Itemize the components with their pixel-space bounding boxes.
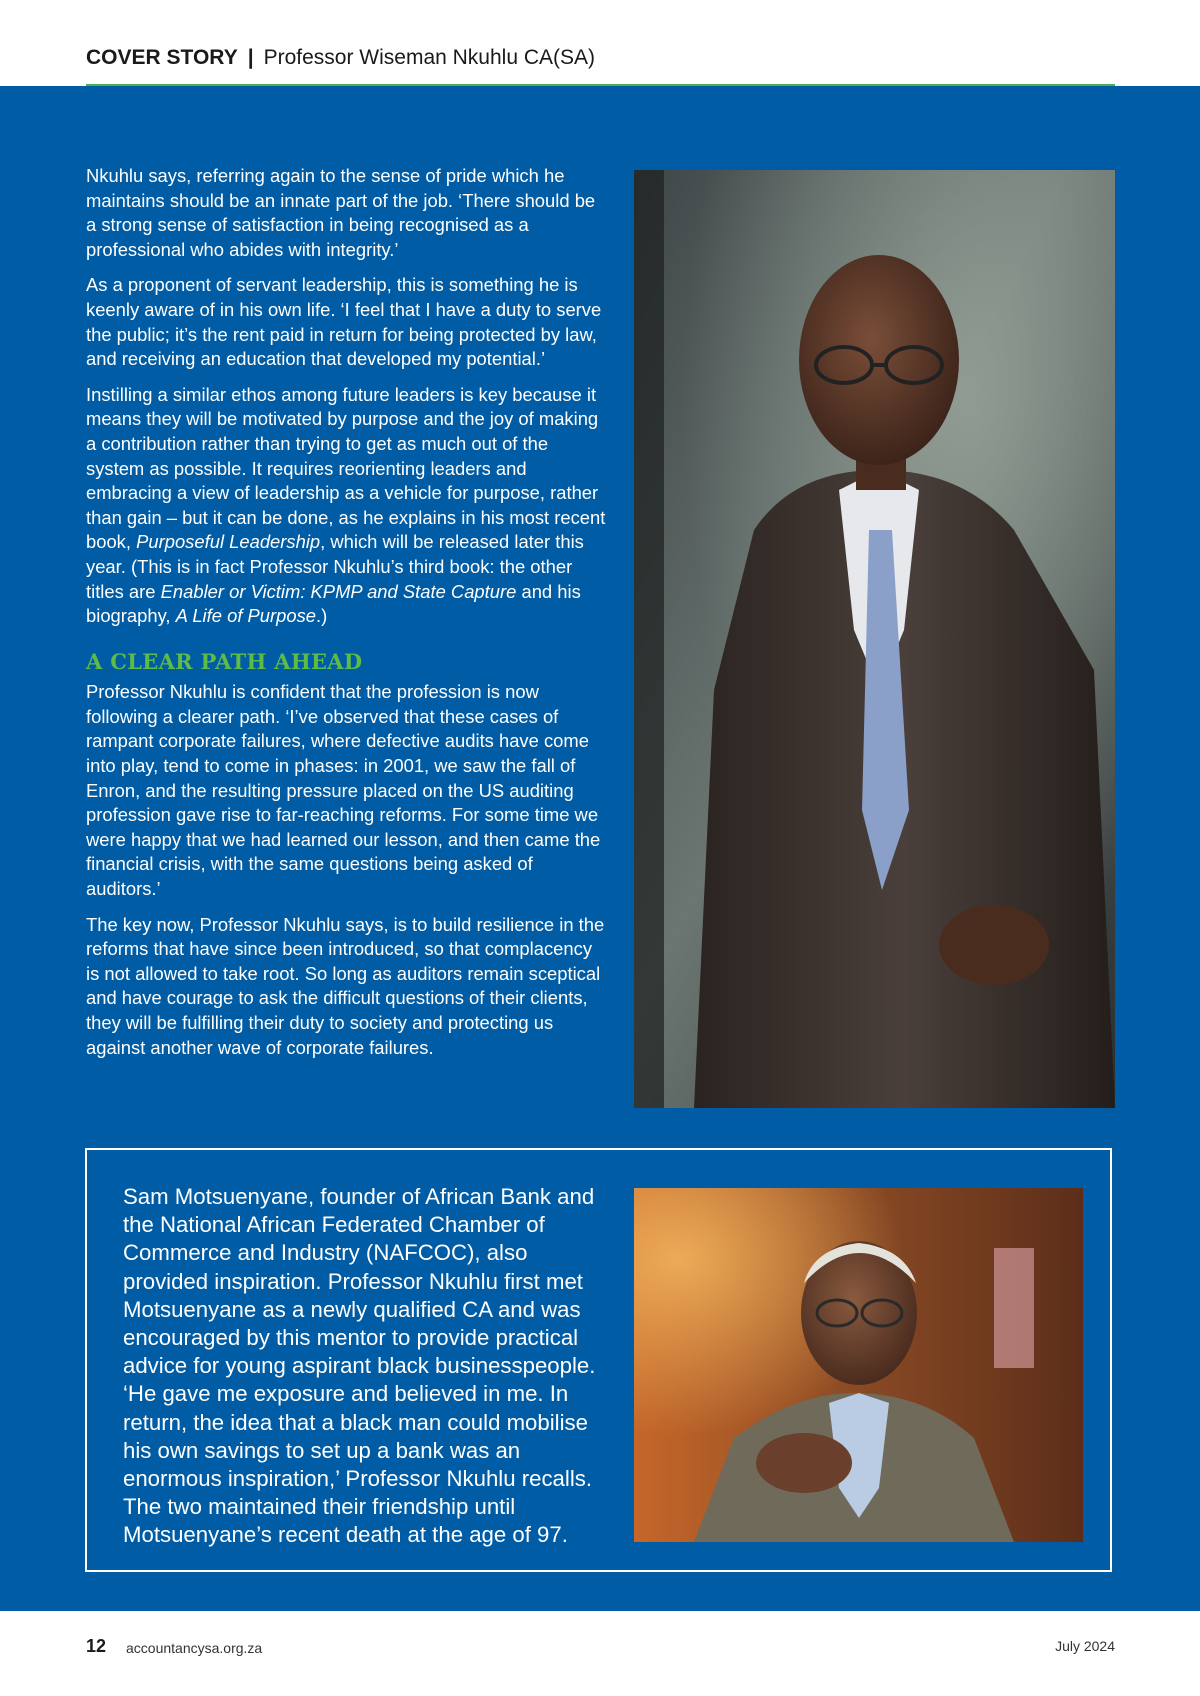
section-subheading: A CLEAR PATH AHEAD (86, 648, 363, 674)
running-head (86, 46, 595, 70)
book-title: Purposeful Leadership (136, 531, 321, 553)
section-kicker: COVER STORY (86, 46, 238, 69)
page-header (0, 0, 1200, 86)
paragraph: Professor Nkuhlu is confident that the profession is now following a clearer path. ‘I’ve observed that these cases of rampant corporate failures, where defective audits have come into play, tend to come in phases: in 2001, we saw the fall of Enron, and the resulting pressure placed on the US auditing profession gave rise to far-reaching reforms. For some time we were happy that we had learned our lesson, and then came the financial crisis, with the same questions being asked of auditors.’ (86, 681, 601, 900)
issue-date: July 2024 (1055, 1638, 1115, 1654)
book-title: A Life of Purpose (175, 605, 317, 627)
footer-website: accountancysa.org.za (126, 1640, 263, 1656)
book-title: Enabler or Victim: KPMP and State Capture (160, 580, 517, 602)
paragraph: Nkuhlu says, referring again to the sense of pride which he maintains should be an innate part of the job. ‘There should be a strong sense of satisfaction in being recognised as a professional who abides with integrity.’ (86, 165, 596, 260)
paragraph: Instilling a similar ethos among future leaders is key because it means they will be motivated by purpose and the joy of making a contribution rather than trying to get as much out of the system as possible. It requires reorienting leaders and embracing a view of leadership as a vehicle for purpose, rather than gain – but it can be done, as he explains in his most recent book, Purposeful Leadership, which will be released later this year. (This is in fact Professor Nkuhlu’s third book: the other titles are Enabler or Victim: KPMP and State Capture and his biography, A Life of Purpose.) (86, 383, 606, 627)
paragraph: The key now, Professor Nkuhlu says, is to build resilience in the reforms that have since been introduced, so that complacency is not allowed to take root. So long as auditors remain sceptical and have courage to ask the difficult questions of their clients, they will be fulfilling their duty to society and protecting us against another wave of corporate failures. (86, 913, 605, 1058)
sidebar-text: Sam Motsuenyane, founder of African Bank and the National African Federated Chamber of Commerce and Industry (NAFCOC), also provided inspiration. Professor Nkuhlu first met Motsuenyane as a newly qualified CA and was encouraged by this mentor to provide practical advice for young aspirant black businesspeople. ‘He gave me exposure and believed in me. In return, the idea that a black man could mobilise his own savings to set up a bank was an enormous inspiration,’ Professor Nkuhlu recalls. The two maintained their friendship until Motsuenyane’s recent death at the age of 97. (123, 1184, 596, 1548)
portrait-photo-motsuenyane (634, 1188, 1083, 1542)
portrait-photo-nkuhlu (634, 170, 1115, 1108)
article-body (86, 164, 606, 1071)
paragraph: As a proponent of servant leadership, this is something he is keenly aware of in his own life. ‘I feel that I have a duty to serve the public; it’s the rent paid in return for being protected by law, and receiving an education that developed my potential.’ (86, 274, 602, 370)
story-title: Professor Wiseman Nkuhlu CA(SA) (263, 46, 596, 69)
page-number: 12 (86, 1636, 107, 1656)
header-separator: | (247, 46, 254, 69)
